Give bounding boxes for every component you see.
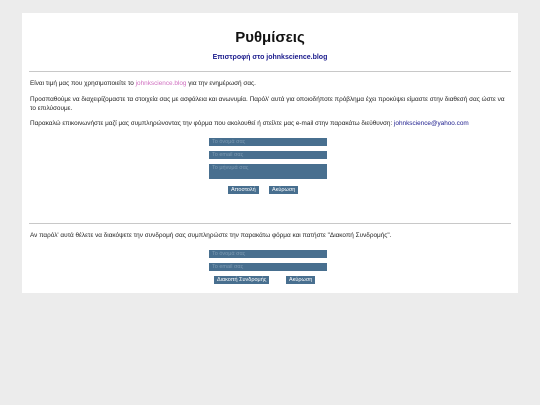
contact-message-input[interactable]	[209, 164, 327, 179]
back-link[interactable]: Επιστροφή στο johnkscience.blog	[212, 54, 328, 61]
settings-card	[22, 13, 518, 293]
intro-paragraph-2: Προσπαθούμε να διαχειρίζομαστε τα στοιχεία σας με ασφάλεια και ανωνυμία. Παρόλ' αυτά για οποιοδήποτε πρόβλημα έχει προκύψει είμαστε στην διαθεσή σας ώστε να το επιλύσουμε.	[30, 96, 505, 112]
unsubscribe-text: Αν παρόλ' αυτά θέλετε να διακόψετε την συνδρομή σας συμπληρώστε την παρακάτω φόρμα και πατήστε "Διακοπή Συνδρομής".	[30, 232, 392, 239]
reset-button[interactable]: Ακύρωση	[269, 186, 298, 194]
unsubscribe-email-input[interactable]	[209, 263, 327, 271]
unsubscribe-button[interactable]: Διακοπή Συνδρομής	[214, 276, 269, 284]
unsubscribe-reset-button[interactable]: Ακύρωση	[286, 276, 315, 284]
submit-button[interactable]: Αποστολή	[228, 186, 259, 194]
intro-text-before: Είναι τιμή μας που χρησιμοποιείτε το	[30, 80, 136, 87]
site-link[interactable]: johnkscience.blog	[135, 80, 187, 87]
unsubscribe-name-input[interactable]	[209, 250, 327, 258]
divider-middle	[29, 223, 511, 224]
page-title: Ρυθμίσεις	[235, 29, 305, 46]
contact-email-input[interactable]	[209, 151, 327, 159]
contact-name-input[interactable]	[209, 138, 327, 146]
contact-instructions: Παρακαλώ επικοινωνήστε μαζί μας συμπληρώνοντας την φόρμα που ακολουθεί ή στείλτε μας e-mail στην παρακάτω διεύθυνση:	[30, 120, 395, 127]
contact-email-link[interactable]: johnkscience@yahoo.com	[394, 120, 469, 127]
intro-paragraph-3	[30, 119, 512, 128]
divider-top	[29, 71, 511, 72]
intro-text-after: για την ενημέρωσή σας.	[186, 80, 256, 87]
intro-paragraph-1	[30, 79, 512, 88]
